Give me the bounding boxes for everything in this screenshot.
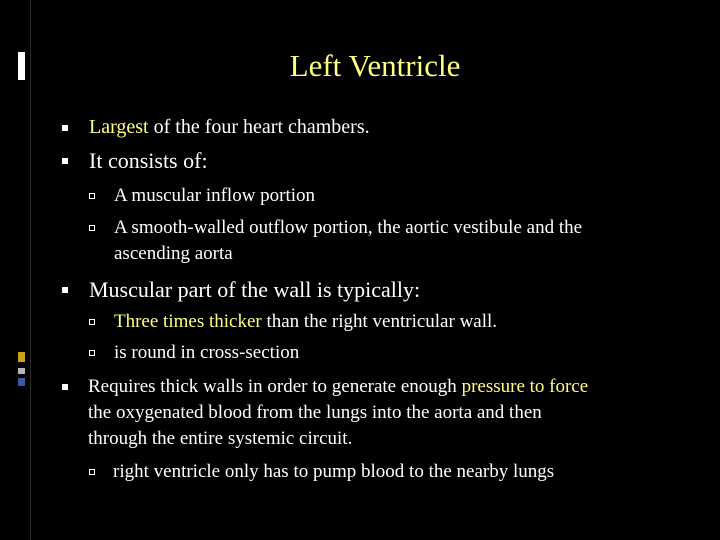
sub-bullet-item: is round in cross-section [114, 342, 300, 363]
bullet-text: than the right ventricular wall. [261, 311, 498, 332]
sub-bullet-item: A muscular inflow portion [114, 185, 316, 206]
bullet-item: It consists of: [89, 148, 208, 173]
sub-bullet-item: A smooth-walled outflow portion, the aortic vestibule and the [114, 217, 583, 238]
square-bullet-icon [62, 384, 68, 390]
highlight-text: pressure to force [461, 376, 589, 397]
hollow-square-bullet-icon [89, 350, 95, 356]
highlight-text: Largest [89, 116, 149, 138]
bullet-item-continued: through the entire systemic circuit. [88, 428, 353, 449]
hollow-square-bullet-icon [89, 225, 95, 231]
sub-bullet-item: right ventricle only has to pump blood to the nearby lungs [113, 461, 555, 482]
hollow-square-bullet-icon [89, 193, 95, 199]
square-bullet-icon [62, 158, 68, 164]
hollow-square-bullet-icon [89, 319, 95, 325]
square-bullet-icon [62, 125, 68, 131]
slide-title: Left Ventricle [289, 48, 461, 83]
bullet-text: Requires thick walls in order to generate enough [88, 376, 462, 397]
square-bullet-icon [62, 287, 68, 293]
sub-bullet-item [114, 311, 497, 333]
bullet-item [89, 116, 370, 139]
bullet-item-continued: the oxygenated blood from the lungs into the aorta and then [88, 402, 542, 423]
bullet-item: Muscular part of the wall is typically: [89, 277, 421, 302]
bullet-item [88, 376, 588, 398]
highlight-text: Three times thicker [114, 311, 262, 332]
bullet-text: of the four heart chambers. [148, 116, 370, 138]
hollow-square-bullet-icon [89, 469, 95, 475]
sub-bullet-item-continued: ascending aorta [114, 243, 233, 264]
